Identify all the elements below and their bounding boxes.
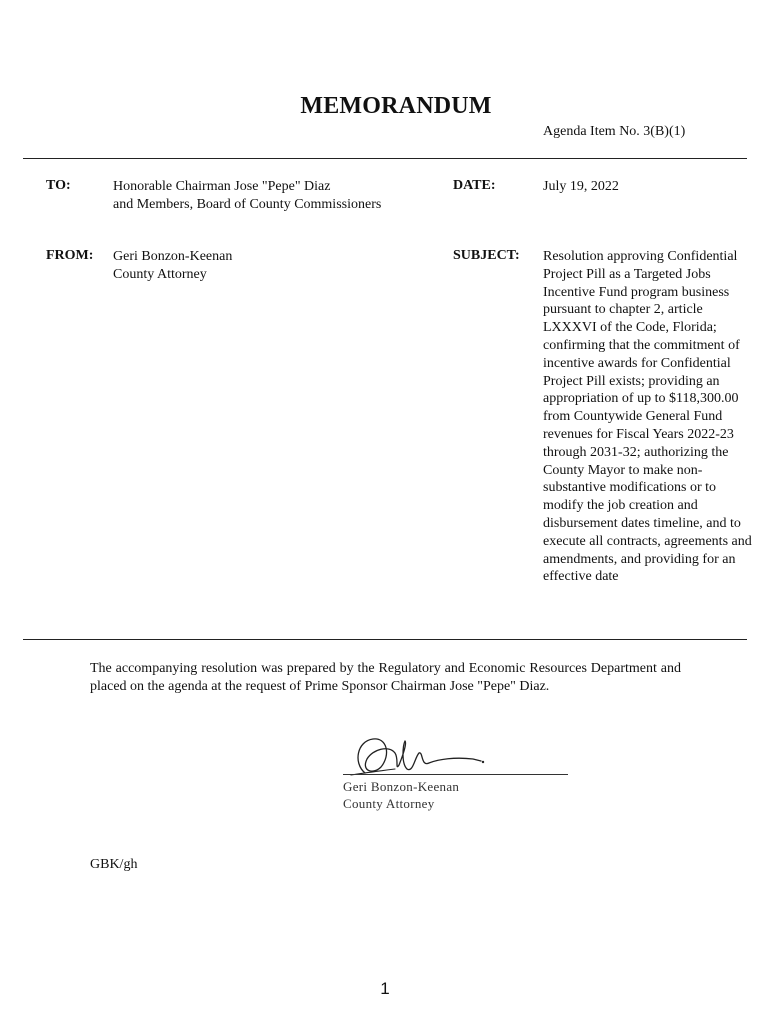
subject-label: SUBJECT: bbox=[453, 248, 520, 263]
from-line-1: Geri Bonzon-Keenan bbox=[113, 249, 233, 264]
date-label: DATE: bbox=[453, 178, 496, 193]
signature-title: County Attorney bbox=[343, 796, 435, 811]
memo-body: The accompanying resolution was prepared by the Regulatory and Economic Resources Department and placed on the agenda at the request of Prime Sponsor Chairman Jose "Pepe" Diaz. bbox=[90, 661, 681, 694]
to-label: TO: bbox=[46, 178, 71, 193]
memo-title: MEMORANDUM bbox=[300, 93, 492, 119]
signature-name: Geri Bonzon-Keenan bbox=[343, 779, 460, 794]
signature-image bbox=[343, 733, 493, 779]
to-recipient bbox=[113, 178, 381, 214]
from-label: FROM: bbox=[46, 248, 94, 263]
body-rule bbox=[23, 639, 747, 640]
subject-text: Resolution approving Confidential Project Pill as a Targeted Jobs Incentive Fund program business pursuant to chapter 2, article LXXXVI of the Code, Florida; confirming that the commitment of incentive awards for Confidential Project Pill exists; providing an appropriation of up to $118,300.00 from Countywide General Fund revenues for Fiscal Years 2022-23 through 2031-32; authorizing the County Mayor to make non-substantive modifications or to modify the job creation and disbursement dates timeline, and to execute all contracts, agreements and amendments, and providing for an effective date bbox=[543, 249, 752, 585]
from-sender bbox=[113, 248, 232, 284]
signature-line bbox=[343, 774, 568, 775]
to-line-1: Honorable Chairman Jose "Pepe" Diaz bbox=[113, 179, 331, 194]
agenda-item-number: Agenda Item No. 3(B)(1) bbox=[543, 124, 686, 139]
to-line-2: and Members, Board of County Commissioners bbox=[113, 197, 382, 212]
page-number: 1 bbox=[380, 979, 390, 998]
header-rule bbox=[23, 158, 747, 159]
from-line-2: County Attorney bbox=[113, 267, 207, 282]
signature-block bbox=[343, 778, 459, 812]
typist-initials: GBK/gh bbox=[90, 857, 138, 872]
date-value: July 19, 2022 bbox=[543, 179, 619, 194]
